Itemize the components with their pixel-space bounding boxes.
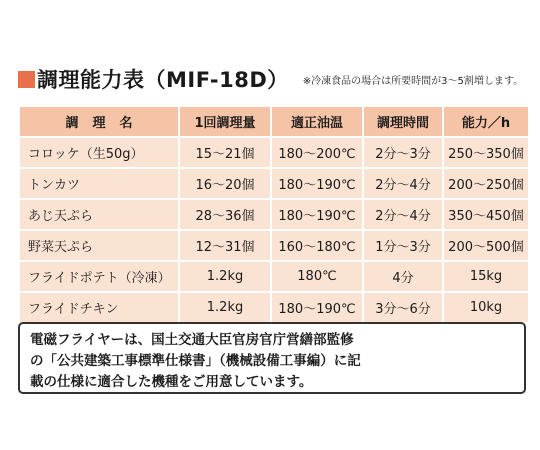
title-row — [18, 62, 528, 96]
table-row — [19, 292, 529, 323]
table-row — [19, 199, 529, 230]
column-header-cooking-time: 調理時間 — [363, 106, 443, 137]
cell-dish: トンカツ — [19, 168, 179, 199]
cell-capacity: 250～350個 — [443, 137, 529, 168]
cell-oil-temperature: 180℃ — [271, 261, 363, 292]
cell-dish: フライドポテト（冷凍） — [19, 261, 179, 292]
cell-cooking-time: 2分～4分 — [363, 168, 443, 199]
cell-batch-amount: 15～21個 — [179, 137, 271, 168]
notice-line: 電磁フライヤーは、国土交通大臣官房官庁営繕部監修 — [30, 332, 354, 348]
cell-oil-temperature: 160～180℃ — [271, 230, 363, 261]
cell-oil-temperature: 180～200℃ — [271, 137, 363, 168]
cell-oil-temperature: 180～190℃ — [271, 168, 363, 199]
title-note: ※冷凍食品の場合は所要時間が3～5割増します。 — [302, 75, 524, 87]
column-header-capacity-per-hour: 能力／h — [443, 106, 529, 137]
cell-dish: フライドチキン — [19, 292, 179, 323]
column-header-oil-temperature: 適正油温 — [271, 106, 363, 137]
cell-cooking-time: 3分～6分 — [363, 292, 443, 323]
table-row — [19, 168, 529, 199]
cell-dish: コロッケ（生50g） — [19, 137, 179, 168]
cell-oil-temperature: 180～190℃ — [271, 199, 363, 230]
cell-cooking-time: 1分～3分 — [363, 230, 443, 261]
cell-capacity: 200～500個 — [443, 230, 529, 261]
compliance-notice-box — [18, 322, 526, 394]
cell-capacity: 10kg — [443, 292, 529, 323]
column-header-batch-amount: 1回調理量 — [179, 106, 271, 137]
column-header-dish: 調理名 — [19, 106, 179, 137]
notice-line: の「公共建築工事標準仕様書」（機械設備工事編）に記 — [30, 353, 361, 369]
table-header-row — [19, 106, 529, 137]
cell-dish: 野菜天ぷら — [19, 230, 179, 261]
cell-capacity: 350～450個 — [443, 199, 529, 230]
cell-capacity: 200～250個 — [443, 168, 529, 199]
cell-dish: あじ天ぷら — [19, 199, 179, 230]
table-row — [19, 137, 529, 168]
cell-cooking-time: 4分 — [363, 261, 443, 292]
table-row — [19, 261, 529, 292]
cell-cooking-time: 2分～3分 — [363, 137, 443, 168]
title-marker-icon — [18, 71, 35, 88]
cell-batch-amount: 16～20個 — [179, 168, 271, 199]
table-row — [19, 230, 529, 261]
page-title: 調理能力表（MIF-18D） — [37, 68, 289, 92]
notice-line: 載の仕様に適合した機種をご用意しています。 — [30, 374, 313, 390]
cell-oil-temperature: 180～190℃ — [271, 292, 363, 323]
cell-capacity: 15kg — [443, 261, 529, 292]
cell-batch-amount: 1.2kg — [179, 292, 271, 323]
cell-batch-amount: 28～36個 — [179, 199, 271, 230]
cooking-capacity-table — [18, 105, 530, 324]
cell-cooking-time: 2分～4分 — [363, 199, 443, 230]
cell-batch-amount: 1.2kg — [179, 261, 271, 292]
cell-batch-amount: 12～31個 — [179, 230, 271, 261]
